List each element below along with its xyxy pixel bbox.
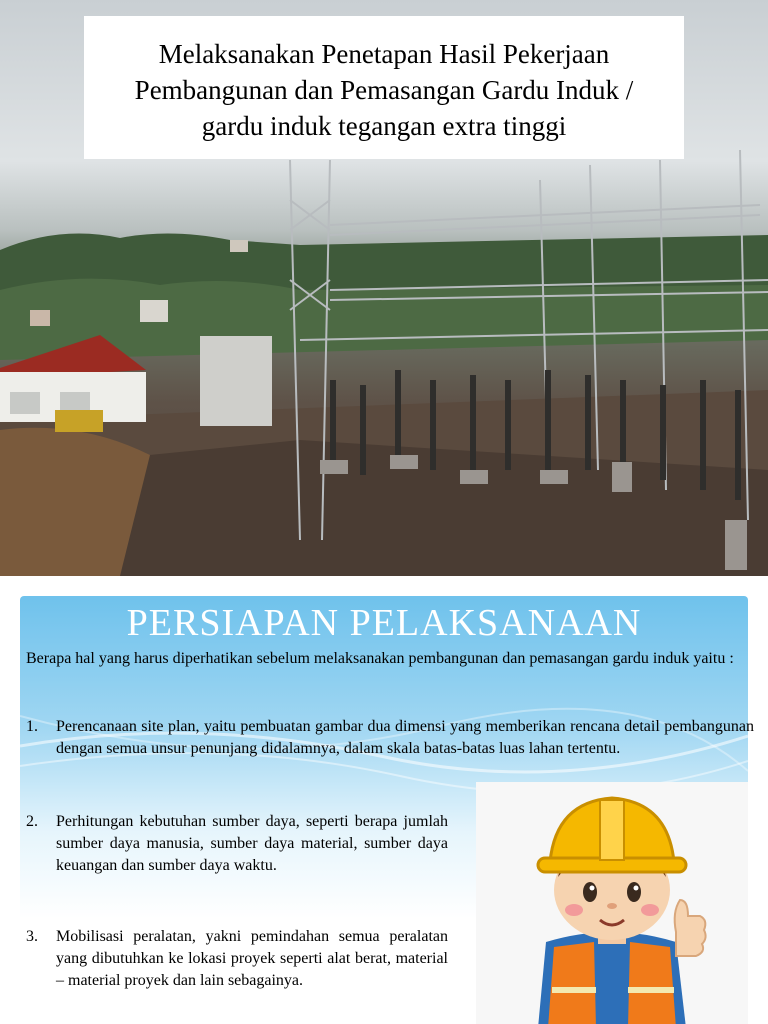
- list-item: [26, 926, 448, 992]
- title-line-3: gardu induk tegangan extra tinggi: [201, 111, 567, 141]
- list-item: [26, 811, 448, 877]
- slide-title: [84, 16, 684, 159]
- item-text: Perhitungan kebutuhan sumber daya, seperti berapa jumlah sumber daya manusia, sumber daya material, sumber daya keuangan dan sumber daya waktu.: [56, 813, 448, 874]
- item-number: 1.: [26, 718, 38, 735]
- list-item: [26, 716, 754, 760]
- section-heading: PERSIAPAN PELAKSANAAN: [126, 602, 642, 644]
- construction-worker-illustration: [476, 782, 748, 1024]
- title-line-1: Melaksanakan Penetapan Hasil Pekerjaan: [158, 39, 610, 69]
- intro-text: Berapa hal yang harus diperhatikan sebelum melaksanakan pembangunan dan pemasangan gardu induk yaitu :: [26, 650, 734, 667]
- item-text: Perencanaan site plan, yaitu pembuatan gambar dua dimensi yang memberikan rencana detail pembangunan dengan semua unsur penunjang didalamnya, dalam skala batas-batas luas lahan tertentu.: [56, 718, 754, 757]
- item-text: Mobilisasi peralatan, yakni pemindahan semua peralatan yang dibutuhkan ke lokasi proyek seperti alat berat, material – material proyek dan lain sebagainya.: [56, 928, 448, 989]
- slide-persiapan: [0, 576, 768, 1024]
- item-number: 2.: [26, 813, 38, 830]
- title-line-2: Pembangunan dan Pemasangan Gardu Induk /: [134, 75, 634, 105]
- item-number: 3.: [26, 928, 38, 945]
